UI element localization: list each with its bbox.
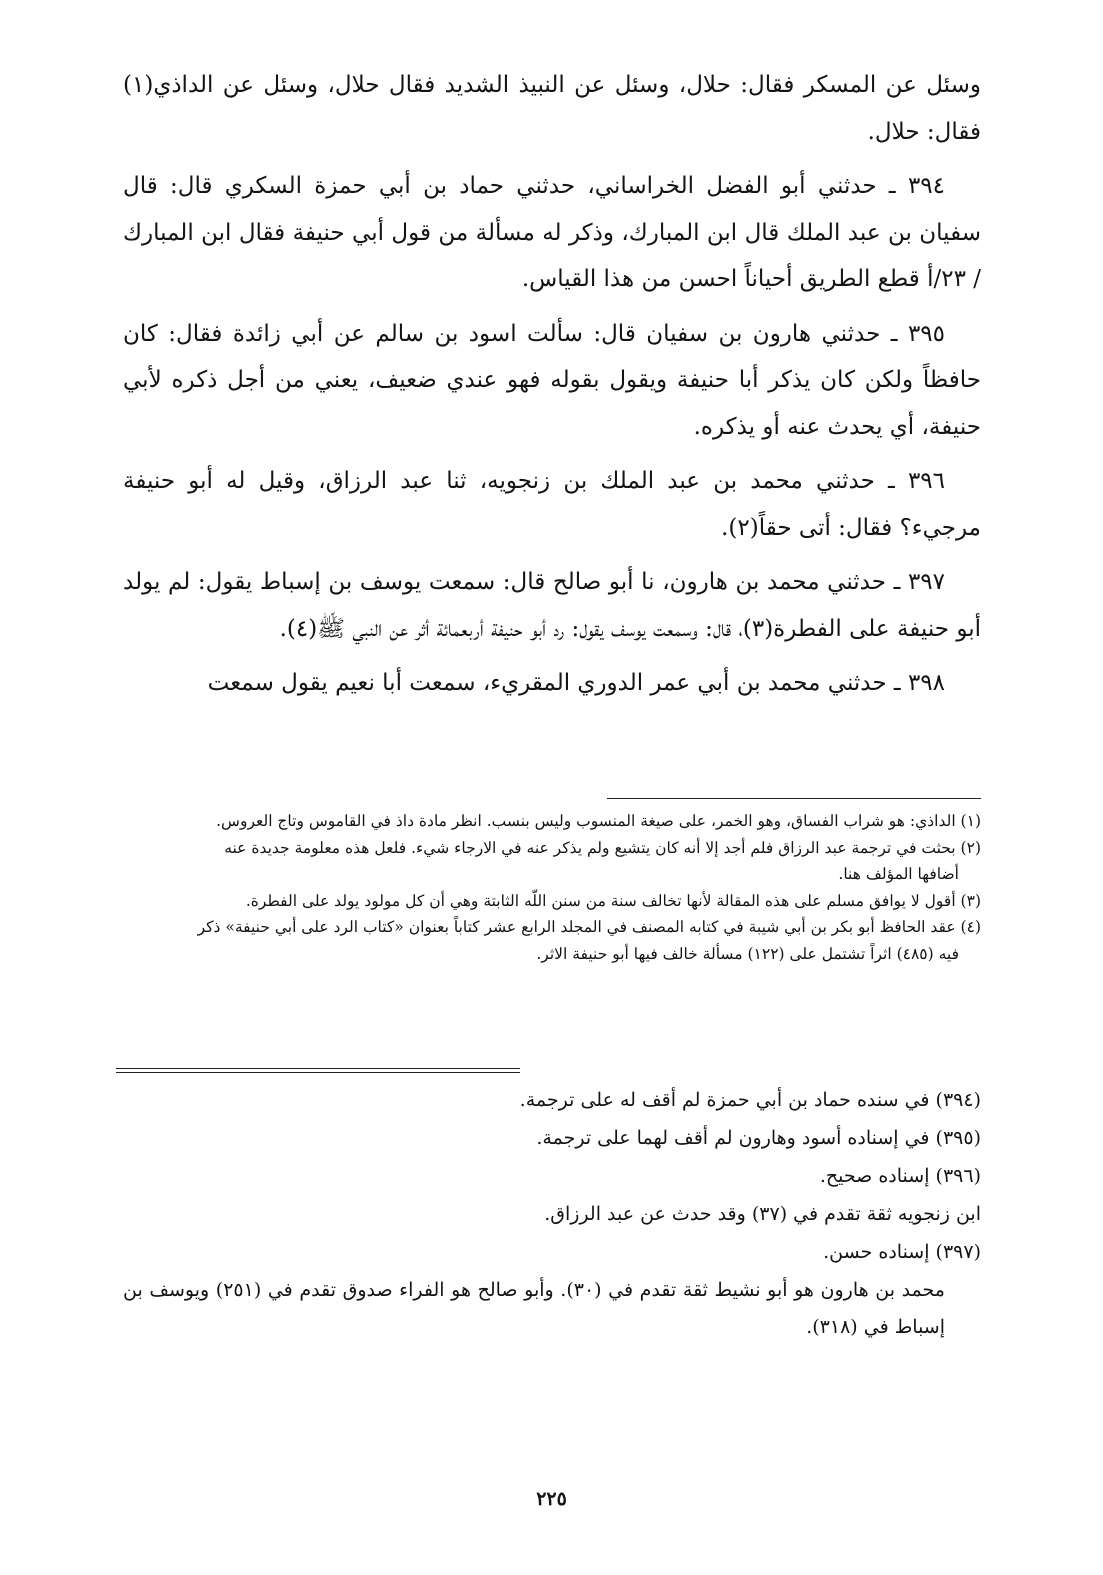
commentary-397: (٣٩٧) إسناده حسن.: [823, 1241, 981, 1263]
footnote-2-continuation: أضافها المؤلف هنا.: [838, 865, 959, 883]
commentary-396: (٣٩٦) إسناده صحيح.: [819, 1165, 981, 1187]
page-number: ٢٢٥: [536, 1488, 567, 1510]
commentary-395: (٣٩٥) في إسناده أسود وهارون لم أقف لهما على ترجمة.: [536, 1127, 981, 1149]
footnote-1: (١) الداذي: هو شراب الفساق، وهو الخمر، على صيغة المنسوب وليس بنسب. انظر مادة داذ في القاموس وتاج العروس.: [216, 812, 981, 830]
paragraph-397: ٣٩٧ ـ حدثني محمد بن هارون، نا أبو صالح قال: سمعت يوسف بن إسباط يقول: لم يولد أبو حنيفة على الفطرة(٣)، قال: وسمعت يوسف يقول: رد أبو حنيفة أربعمائة أثر عن النبي ﷺ(٤).: [123, 569, 981, 642]
paragraph-398: ٣٩٨ ـ حدثني محمد بن أبي عمر الدوري المقريء، سمعت أبا نعيم يقول سمعت: [207, 670, 945, 696]
paragraph-395: ٣٩٥ ـ حدثني هارون بن سفيان قال: سألت اسود بن سالم عن أبي زائدة فقال: كان حافظاً ولكن كان يذكر أبا حنيفة ويقول بقوله فهو عندي ضعيف، يعني من أجل ذكره لأبي حنيفة، أي يحدث عنه أو يذكره.: [123, 320, 981, 440]
footnote-3: (٣) أقول لا يوافق مسلم على هذه المقالة لأنها تخالف سنة من سنن اللّه الثابتة وهي أن كل مولود يولد على الفطرة.: [245, 891, 981, 910]
paragraph-396: ٣٩٦ ـ حدثني محمد بن عبد الملك بن زنجويه، ثنا عبد الرزاق، وقيل له أبو حنيفة مرجيء؟ فقال: أتى حقاً(٢).: [123, 468, 981, 541]
footnote-separator: [607, 798, 981, 799]
commentary: [123, 1082, 981, 1347]
footnote-4: (٤) عقد الحافظ أبو بكر بن أبي شيبة في كتابه المصنف في المجلد الرابع عشر كتاباً بعنوان «كتاب الرد على أبي حنيفة» ذكر: [197, 918, 981, 936]
footnotes: [123, 808, 981, 967]
commentary-397-note: محمد بن هارون هو أبو نشيط ثقة تقدم في (٣٠). وأبو صالح هو الفراء صدوق تقدم في (٢٥١) ويوسف بن إسباط في (٣١٨).: [123, 1279, 945, 1338]
footnote-2: (٢) بحثت في ترجمة عبد الرزاق فلم أجد إلا أنه كان يتشيع ولم يذكر عنه في الارجاء شيء. فلعل هذه معلومة جديدة عنه: [224, 838, 981, 857]
commentary-separator: [116, 1068, 520, 1073]
paragraph-394: ٣٩٤ ـ حدثني أبو الفضل الخراساني، حدثني حماد بن أبي حمزة السكري قال: قال سفيان بن عبد الملك قال ابن المبارك، وذكر له مسألة من قول أبي حنيفة فقال ابن المبارك / ٢٣/أ قطع الطريق أحياناً احسن من هذا القياس.: [123, 173, 981, 292]
commentary-394: (٣٩٤) في سنده حماد بن أبي حمزة لم أقف له على ترجمة.: [519, 1089, 981, 1111]
paragraph-continuation: وسئل عن المسكر فقال: حلال، وسئل عن النبيذ الشديد فقال حلال، وسئل عن الداذي(١) فقال: حلال.: [123, 72, 981, 145]
main-text: [123, 62, 981, 715]
commentary-396-note: ابن زنجويه ثقة تقدم في (٣٧) وقد حدث عن عبد الرزاق.: [544, 1203, 981, 1225]
footnote-4-continuation: فيه (٤٨٥) اثراً تشتمل على (١٢٢) مسألة خالف فيها أبو حنيفة الاثر.: [536, 944, 959, 963]
